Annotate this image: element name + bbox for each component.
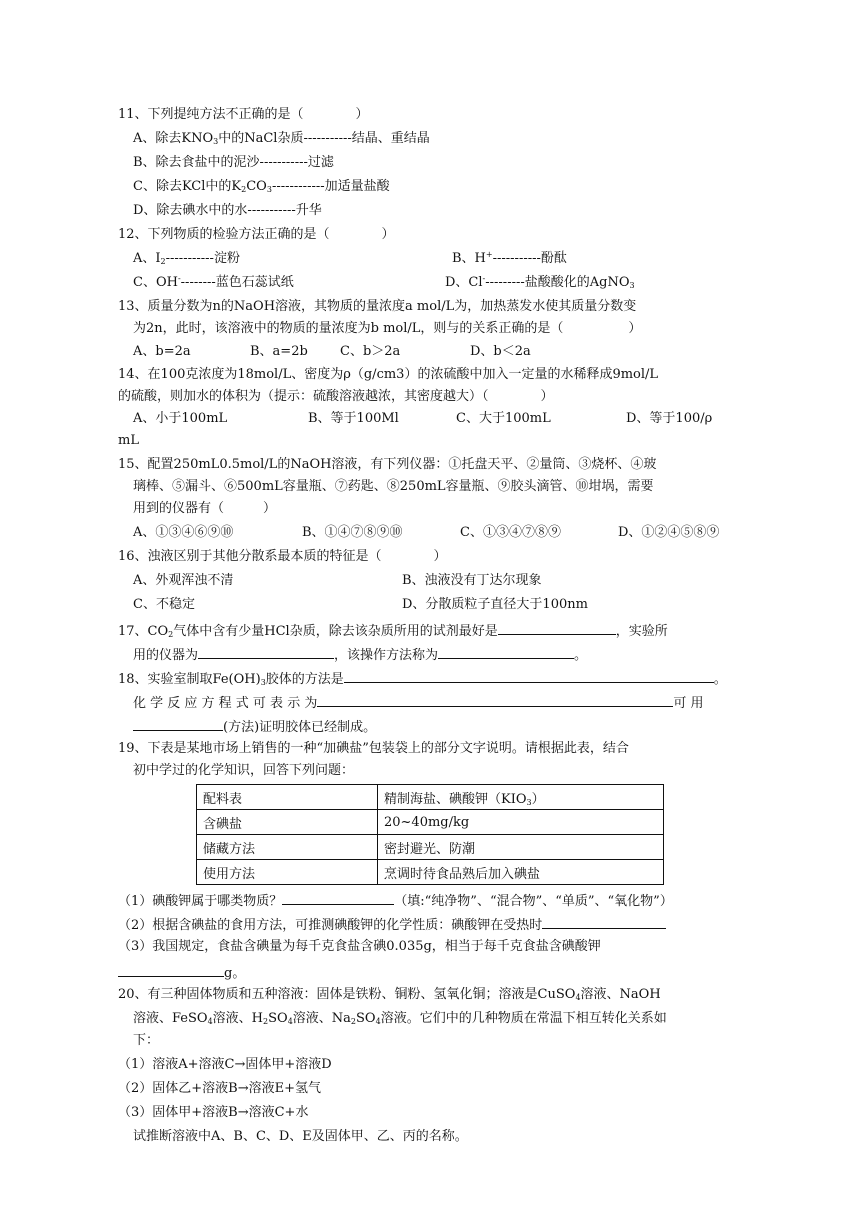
table-cell-key: 配料表 bbox=[197, 785, 378, 810]
q13-option-a: A、b=2a bbox=[133, 344, 191, 359]
q12-option-a: A、$I_2-----------$淀粉 bbox=[133, 251, 240, 266]
q16-option-c: C、不稳定 bbox=[133, 597, 195, 612]
table-cell-value: 烹调时待食品熟后加入碘盐 bbox=[378, 860, 664, 885]
q14-option-c: C、大于100mL bbox=[456, 411, 551, 426]
q15-option-d: D、①②④⑤⑧⑨ bbox=[618, 525, 720, 540]
q15-option-b: B、①④⑦⑧⑨⑩ bbox=[302, 525, 403, 540]
q18-method-blank[interactable] bbox=[344, 668, 714, 683]
q13-option-b: B、a=2b bbox=[250, 344, 308, 359]
q12-option-d: D、Cl----------盐酸酸化的AgNO$_3$ bbox=[445, 274, 635, 290]
q11-option-c: C、除去KCl中的$K_2CO_3------------$加适量盐酸 bbox=[133, 179, 390, 194]
q13-option-d: D、b＜2a bbox=[470, 344, 531, 359]
q12-option-b: B、H+-----------酚酞 bbox=[452, 250, 567, 266]
q19-sub1-blank[interactable] bbox=[282, 890, 394, 905]
q19-stem-line1: 19、下表是某地市场上销售的一种“加碘盐”包装袋上的部分文字说明。请根据此表，结合 bbox=[118, 741, 629, 756]
q16-option-d: D、分散质粒子直径大于100nm bbox=[402, 597, 588, 612]
q15-stem-line2: 璃棒、⑤漏斗、⑥500mL容量瓶、⑦药匙、⑧250mL容量瓶、⑨胶头滴管、⑩坩埚，需要 bbox=[133, 479, 654, 494]
q14-option-a: A、小于100mL bbox=[133, 411, 228, 426]
q16-stem: 16、浊液区别于其他分散系最本质的特征是（ ） bbox=[118, 549, 447, 564]
q13-stem-line1: 13、质量分数为n的NaOH溶液，其物质的量浓度a mol/L为，加热蒸发水使其质量分数变 bbox=[118, 299, 637, 314]
table-cell-value: 密封避光、防潮 bbox=[378, 835, 664, 860]
q20-instruction: 试推断溶液中A、B、C、D、E及固体甲、乙、丙的名称。 bbox=[133, 1129, 468, 1144]
q16-option-a: A、外观浑浊不清 bbox=[133, 573, 234, 588]
q18-line3: (方法)证明胶体已经制成。 bbox=[133, 716, 376, 737]
q18-line1: 18、实验室制取$Fe(OH)_3$胶体的方法是 。 bbox=[118, 668, 727, 689]
q17-instrument-blank[interactable] bbox=[198, 644, 334, 659]
q18-equation-blank[interactable] bbox=[317, 692, 673, 707]
q19-sub3-line2: g。 bbox=[118, 962, 245, 983]
q16-option-b: B、浊液没有丁达尔现象 bbox=[402, 573, 542, 588]
q14-option-d: D、等于100/ρ bbox=[626, 411, 713, 426]
table-cell-value: 20~40mg/kg bbox=[378, 810, 664, 835]
q20-stem-line3: 下： bbox=[133, 1033, 160, 1048]
q17-line2: 用的仪器为 ，该操作方法称为 。 bbox=[133, 644, 587, 665]
table-row bbox=[197, 835, 664, 860]
table-row bbox=[197, 810, 664, 835]
table-row bbox=[197, 785, 664, 810]
q14-stem-line2: 的硫酸，则加水的体积为（提示：硫酸溶液越浓，其密度越大）（ ） bbox=[118, 389, 554, 404]
table-cell-value: 精制海盐、碘酸钾$(KIO_3)$ bbox=[378, 785, 664, 810]
table-cell-key: 含碘盐 bbox=[197, 810, 378, 835]
q12-option-c: C、OH---------蓝色石蕊试纸 bbox=[133, 274, 294, 290]
q15-option-c: C、①③④⑦⑧⑨ bbox=[460, 525, 561, 540]
q19-stem-line2: 初中学过的化学知识，回答下列问题： bbox=[133, 763, 355, 778]
q20-reaction-1: （1）溶液A+溶液C→固体甲+溶液D bbox=[118, 1057, 332, 1072]
q11-option-d: D、除去碘水中的水-----------升华 bbox=[133, 203, 322, 218]
table-cell-key: 储藏方法 bbox=[197, 835, 378, 860]
q18-verify-blank[interactable] bbox=[133, 716, 223, 731]
q20-stem-line2: 溶液、FeSO$_4$溶液、$H_2SO_4$溶液、$Na_2SO_4$溶液。它们中的几种物质在常温下相互转化关系如 bbox=[133, 1011, 667, 1026]
q17-reagent-blank[interactable] bbox=[498, 620, 616, 635]
table-cell-key: 使用方法 bbox=[197, 860, 378, 885]
q12-stem: 12、下列物质的检验方法正确的是（ ） bbox=[118, 227, 395, 242]
q14-option-d-cont: mL bbox=[118, 433, 139, 448]
q19-sub3-blank[interactable] bbox=[118, 962, 224, 977]
q15-stem-line1: 15、配置250mL0.5mol/L的NaOH溶液，有下列仪器：①托盘天平、②量筒、③烧杯、④玻 bbox=[118, 457, 657, 472]
q11-option-b: B、除去食盐中的泥沙-----------过滤 bbox=[133, 155, 334, 170]
q20-stem-line1: 20、有三种固体物质和五种溶液：固体是铁粉、铜粉、氢氧化铜；溶液是CuSO$_4$溶液、NaOH bbox=[118, 987, 661, 1002]
q20-reaction-2: （2）固体乙+溶液B→溶液E+氢气 bbox=[118, 1081, 321, 1096]
q19-sub1: （1）碘酸钾属于哪类物质？ （填:“纯净物”、“混合物”、“单质”、“氧化物”） bbox=[118, 890, 673, 911]
q15-option-a: A、①③④⑥⑨⑩ bbox=[133, 525, 234, 540]
q18-line2: 化 学 反 应 方 程 式 可 表 示 为 可 用 bbox=[133, 692, 703, 713]
q19-sub2-blank[interactable] bbox=[542, 914, 666, 929]
q19-sub2: （2）根据含碘盐的食用方法，可推测碘酸钾的化学性质：碘酸钾在受热时 bbox=[118, 914, 666, 935]
q13-option-c: C、b＞2a bbox=[340, 344, 401, 359]
q11-option-a: A、除去$KNO_3$中的NaCl杂质-----------结晶、重结晶 bbox=[133, 131, 430, 146]
table-row bbox=[197, 860, 664, 885]
q13-stem-line2: 为2n，此时，该溶液中的物质的量浓度为b mol/L，则与的关系正确的是（ ） bbox=[133, 321, 642, 336]
q17-method-blank[interactable] bbox=[438, 644, 574, 659]
q14-stem-line1: 14、在100克浓度为18mol/L、密度为ρ（g/cm3）的浓硫酸中加入一定量的水稀释成9mol/L bbox=[118, 367, 659, 382]
q19-sub3-line1: （3）我国规定，食盐含碘量为每千克食盐含碘0.035g，相当于每千克食盐含碘酸钾 bbox=[118, 939, 601, 954]
q14-option-b: B、等于100Ml bbox=[308, 411, 399, 426]
iodized-salt-table bbox=[196, 784, 664, 885]
q20-reaction-3: （3）固体甲+溶液B→溶液C+水 bbox=[118, 1105, 309, 1120]
q17-line1: 17、$CO_2$气体中含有少量HCl杂质，除去该杂质所用的试剂最好是 ，实验所 bbox=[118, 620, 668, 641]
q15-stem-line3: 用到的仪器有（ ） bbox=[133, 501, 277, 516]
q11-stem: 11、下列提纯方法不正确的是（ ） bbox=[118, 107, 369, 122]
